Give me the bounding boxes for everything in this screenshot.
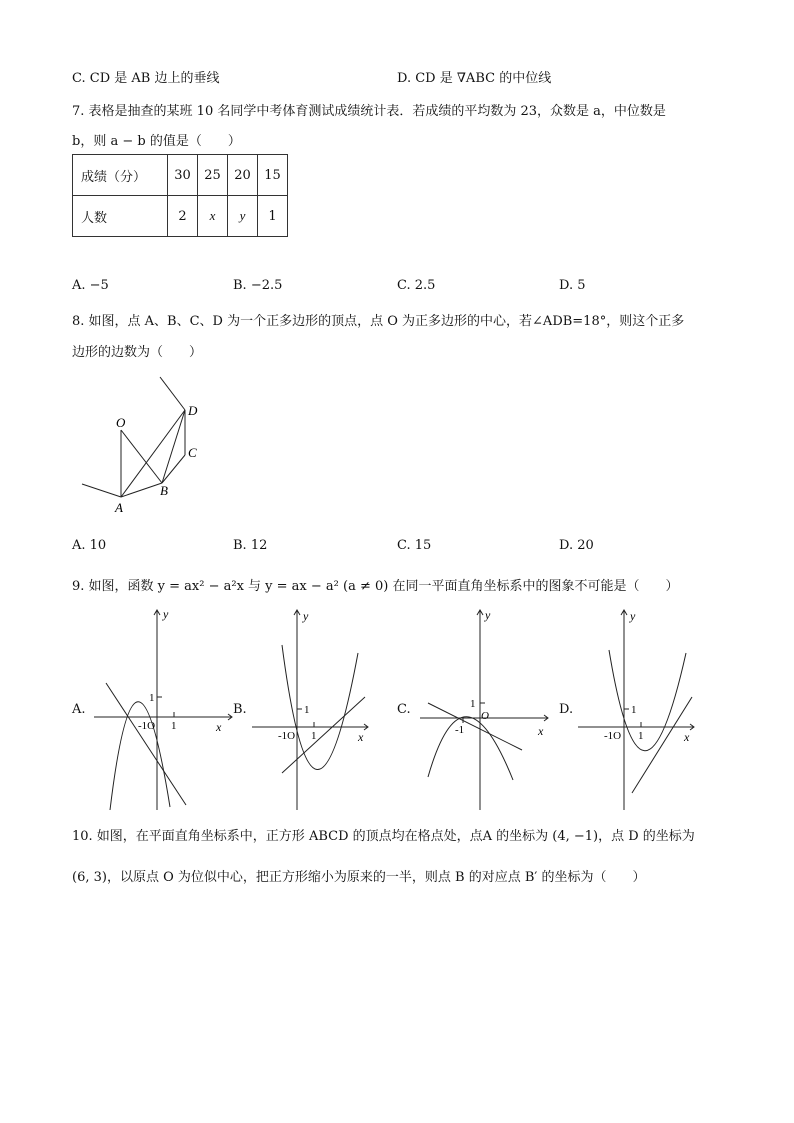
- tick-label-neg1-o: -1O: [604, 730, 622, 742]
- table-cell: 25: [198, 155, 228, 196]
- q7-stem-line1: 7. 表格是抽查的某班 10 名同学中考体育测试成绩统计表．若成绩的平均数为 23，众数是 a，中位数是: [72, 104, 666, 119]
- x-label: x: [216, 720, 222, 734]
- straight-line: [428, 703, 522, 750]
- label-a: A: [115, 500, 123, 515]
- label-o: O: [116, 415, 126, 430]
- table-row-header: 人数: [73, 196, 168, 237]
- tick-label-neg1-o: -1O: [278, 730, 296, 742]
- tick-label-1-x: 1: [638, 730, 644, 742]
- y-label: y: [303, 609, 309, 623]
- label-c: C: [188, 445, 197, 460]
- label-b: B: [160, 483, 168, 498]
- q7-stem-line2: b，则 a − b 的值是（ ）: [72, 134, 241, 149]
- segment-ob: [121, 430, 162, 483]
- table-cell: 1: [258, 196, 288, 237]
- q8-stem-line2: 边形的边数为（ ）: [72, 345, 203, 360]
- q10-stem-line2: (6, 3)，以原点 O 为位似中心，把正方形缩小为原来的一半，则点 B 的对应点 B′ 的坐标为（ ）: [72, 870, 646, 885]
- q8-option-d[interactable]: D. 20: [559, 538, 594, 553]
- q9-stem: 9. 如图，函数 y = ax² − a²x 与 y = ax − a² (a ≠ 0) 在同一平面直角坐标系中的图象不可能是（ ）: [72, 579, 679, 594]
- table-row: [73, 155, 288, 196]
- q8-polygon-figure: [80, 375, 210, 517]
- x-label: x: [538, 724, 544, 738]
- q7-option-b[interactable]: B. −2.5: [233, 278, 283, 293]
- score-table: [72, 154, 288, 237]
- table-cell: 20: [228, 155, 258, 196]
- q7-option-d[interactable]: D. 5: [559, 278, 586, 293]
- y-label: y: [630, 609, 636, 623]
- polygon-edge: [160, 377, 185, 410]
- q9-graph-c[interactable]: [418, 605, 553, 815]
- y-label: y: [485, 608, 491, 622]
- parabola: [110, 702, 170, 810]
- q8-option-b[interactable]: B. 12: [233, 538, 268, 553]
- x-label: x: [358, 730, 364, 744]
- origin-label: O: [481, 710, 489, 722]
- table-cell: x: [198, 196, 228, 237]
- table-row-header: 成绩（分）: [73, 155, 168, 196]
- q7-option-a[interactable]: A. −5: [72, 278, 109, 293]
- segment-bd: [162, 410, 185, 483]
- polygon-edge: [82, 484, 121, 497]
- tick-label-1: 1: [470, 698, 476, 710]
- q8-stem-line1: 8. 如图，点 A、B、C、D 为一个正多边形的顶点，点 O 为正多边形的中心，若∠ADB=18°，则这个正多: [72, 314, 685, 329]
- q6-option-c[interactable]: C. CD 是 AB 边上的垂线: [72, 71, 220, 86]
- polygon-edge: [162, 455, 185, 483]
- table-cell: y: [228, 196, 258, 237]
- tick-label-1-x: 1: [171, 720, 177, 732]
- polygon-edge: [121, 483, 162, 497]
- q9-graph-b-label[interactable]: B.: [233, 702, 247, 717]
- straight-line: [632, 697, 692, 793]
- straight-line: [106, 683, 186, 805]
- tick-label-1: 1: [149, 692, 155, 704]
- table-cell: 30: [168, 155, 198, 196]
- q8-option-c[interactable]: C. 15: [397, 538, 432, 553]
- q9-graph-c-label[interactable]: C.: [397, 702, 411, 717]
- q9-graph-b[interactable]: [250, 605, 375, 815]
- table-cell: 2: [168, 196, 198, 237]
- segment-ad: [121, 410, 185, 497]
- label-d: D: [188, 403, 198, 418]
- tick-label-1-x: 1: [311, 730, 317, 742]
- q10-stem-line1: 10. 如图，在平面直角坐标系中，正方形 ABCD 的顶点均在格点处，点A 的坐标为 (4, −1)，点 D 的坐标为: [72, 829, 695, 844]
- y-label: y: [163, 607, 169, 621]
- table-cell: 15: [258, 155, 288, 196]
- tick-label-neg1-o: -1O: [138, 720, 156, 732]
- tick-label-1: 1: [304, 704, 310, 716]
- q9-graph-a-label[interactable]: A.: [72, 702, 86, 717]
- x-label: x: [684, 730, 690, 744]
- tick-label-neg1: -1: [455, 724, 465, 736]
- parabola: [282, 645, 358, 770]
- tick-label-1: 1: [631, 704, 637, 716]
- table-row: [73, 196, 288, 237]
- q9-graph-a[interactable]: [92, 605, 237, 815]
- q7-option-c[interactable]: C. 2.5: [397, 278, 436, 293]
- q8-option-a[interactable]: A. 10: [72, 538, 107, 553]
- q9-graph-d[interactable]: [576, 605, 701, 815]
- parabola: [428, 717, 513, 780]
- q6-option-d[interactable]: D. CD 是 ∇ABC 的中位线: [397, 71, 552, 86]
- q9-graph-d-label[interactable]: D.: [559, 702, 574, 717]
